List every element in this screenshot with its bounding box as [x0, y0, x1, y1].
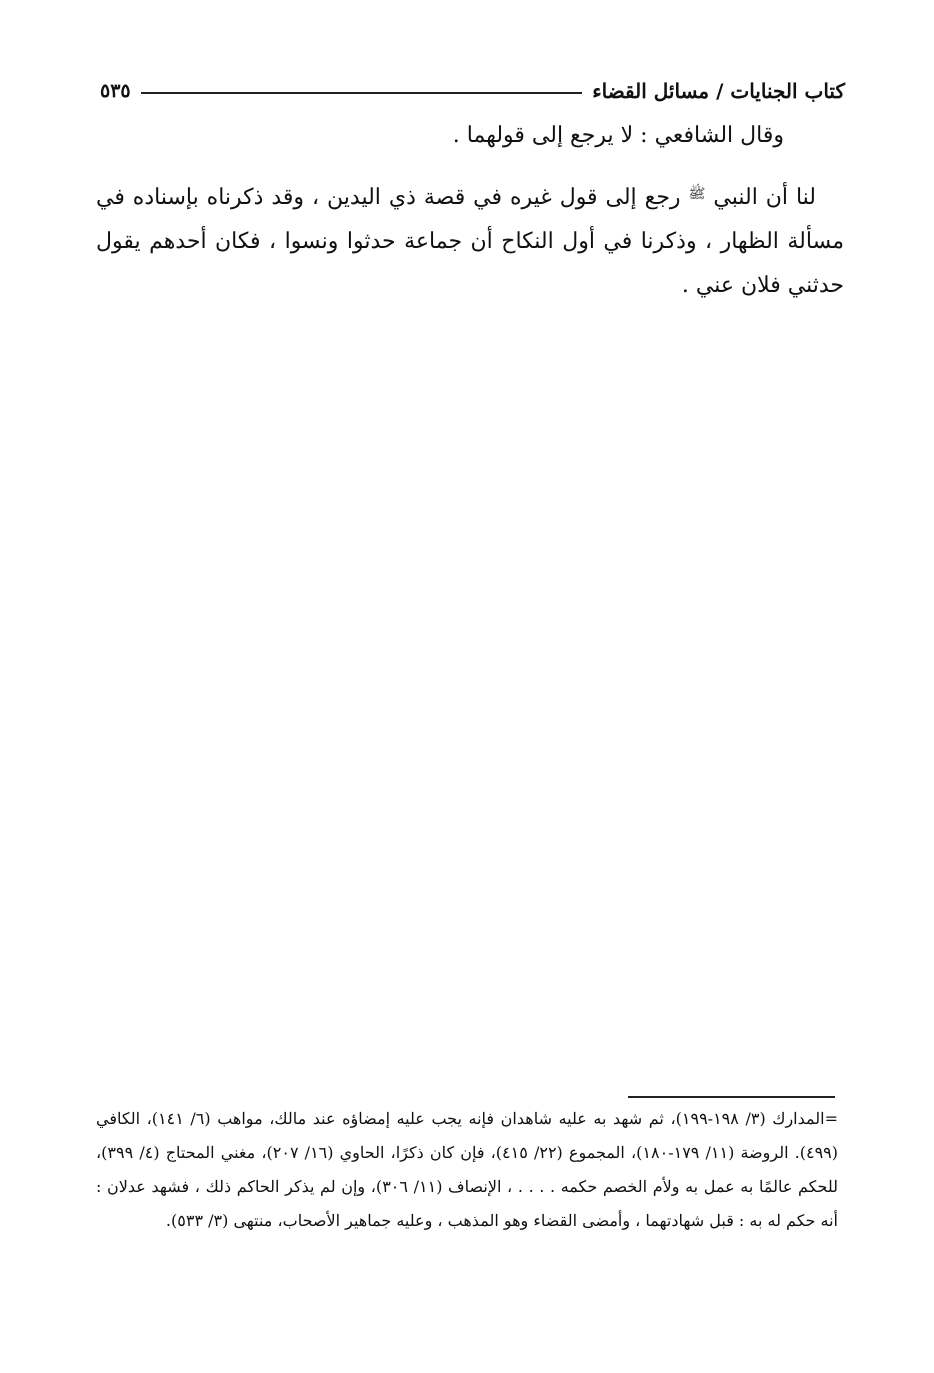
header-rule [141, 92, 583, 94]
pbuh-ligature: ﷺ [688, 186, 706, 202]
main-text [96, 114, 844, 308]
paragraph-segment: لنا أن النبي [713, 185, 817, 210]
paragraph-segment: رجع إلى قول غيره في قصة ذي اليدين ، وقد ذكرناه بإسناده في مسألة الظهار ، وذكرنا في أول النكاح أن جماعة حدثوا ونسوا ، فكان أحدهم يقول حدثني فلان عني . [96, 185, 844, 298]
running-header [100, 74, 845, 108]
header-title: كتاب الجنايات / مسائل القضاء [592, 79, 845, 103]
paragraph: وقال الشافعي : لا يرجع إلى قولهما . [452, 123, 784, 148]
footnote-separator [628, 1096, 835, 1098]
page-number: ٥٣٥ [100, 80, 131, 102]
paragraph [96, 172, 844, 308]
footnote [96, 1102, 838, 1238]
footnote-text: =المدارك (٣/ ١٩٨-١٩٩)، ثم شهد به عليه شاهدان فإنه يجب عليه إمضاؤه عند مالك، مواهب (٦/ ١٤١)، الكافي (٤٩٩). الروضة (١١/ ١٧٩-١٨٠)، المجموع (٢٢/ ٤١٥)، فإن كان ذكرًا، الحاوي (١٦/ ٢٠٧)، مغني المحتاج (٤/ ٣٩٩)، للحكم عالمًا به عمل به ولأم الخصم حكمه . . . . ، الإنصاف (١١/ ٣٠٦)، وإن لم يذكر الحاكم ذلك ، فشهد عدلان : أنه حكم له به : قبل شهادتهما ، وأمضى القضاء وهو المذهب ، وعليه جماهير الأصحاب، منتهى (٣/ ٥٣٣). [96, 1109, 839, 1230]
